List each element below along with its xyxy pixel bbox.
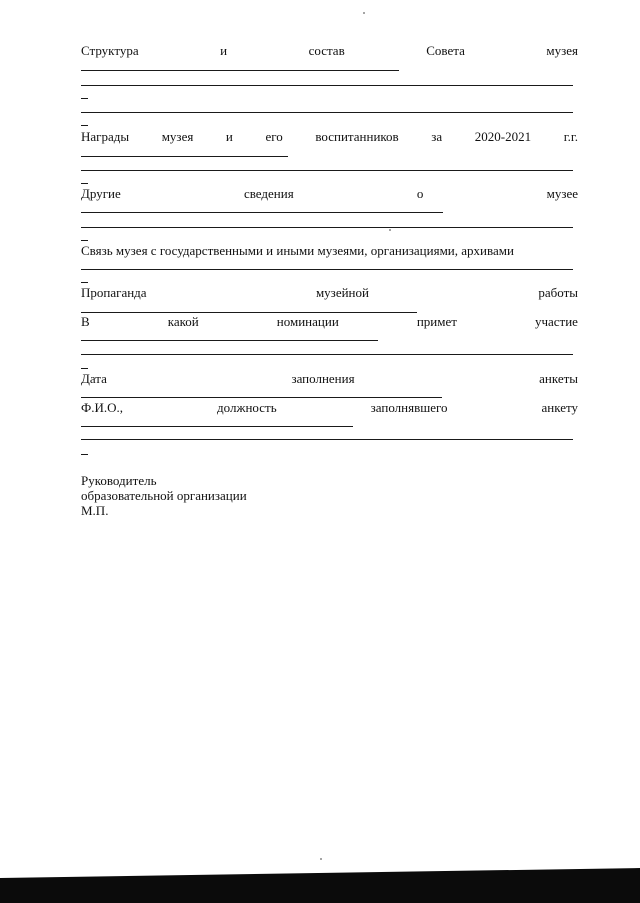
word: анкеты — [539, 371, 578, 386]
word: работы — [538, 285, 578, 300]
word: Другие — [81, 186, 121, 201]
stamp-place: М.П. — [81, 503, 109, 518]
word: В — [81, 314, 90, 329]
word: музейной — [315, 285, 369, 300]
word: Пропаганда — [81, 285, 147, 300]
relations-label: Связь музея с государственными и иными музеями, организациями, архивами — [81, 243, 514, 258]
signature-organization: образовательной организации — [81, 488, 247, 503]
word: музея — [161, 129, 194, 144]
word: 2020-2021 — [474, 129, 532, 144]
word: Совета — [426, 43, 465, 58]
word: Награды — [81, 129, 130, 144]
word: состав — [308, 43, 345, 58]
word: примет — [416, 314, 457, 329]
signature-title: Руководитель — [81, 473, 157, 488]
word: его — [265, 129, 283, 144]
word: какой — [167, 314, 199, 329]
word: музея — [546, 43, 578, 58]
word: о — [416, 186, 424, 201]
word: и — [225, 129, 233, 144]
word: воспитанников — [315, 129, 399, 144]
word: заполнявшего — [370, 400, 448, 415]
word: должность — [217, 400, 277, 415]
word: заполнения — [291, 371, 355, 386]
word: Структура — [81, 43, 139, 58]
word: анкету — [541, 400, 578, 415]
word: номинации — [276, 314, 339, 329]
word: участие — [534, 314, 578, 329]
word: г.г. — [563, 129, 578, 144]
word: за — [431, 129, 443, 144]
word: музее — [546, 186, 578, 201]
word: Ф.И.О., — [81, 400, 124, 415]
word: Дата — [81, 371, 107, 386]
word: и — [220, 43, 228, 58]
word: сведения — [243, 186, 294, 201]
